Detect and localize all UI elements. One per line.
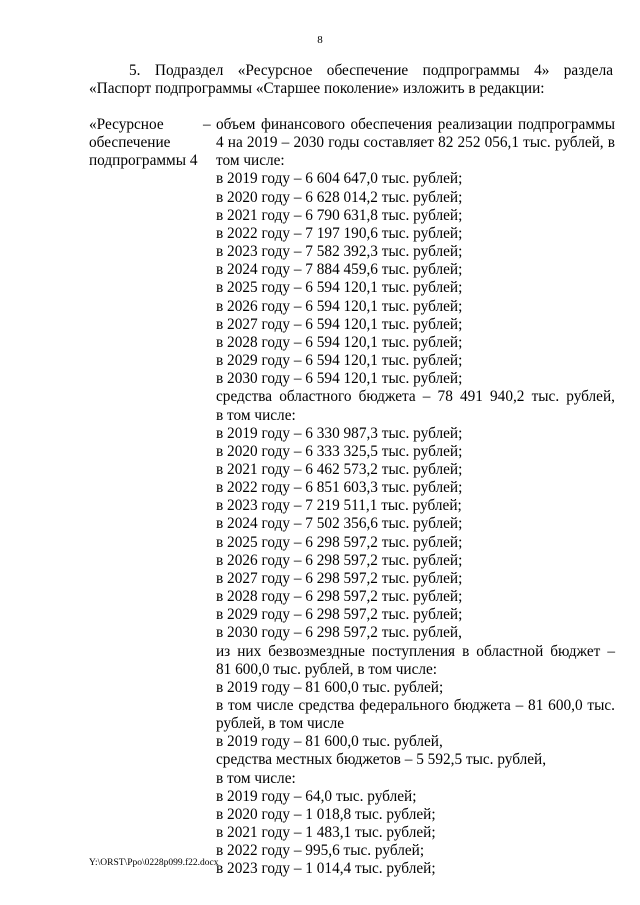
regional-budget-line: средства областного бюджета – 78 491 940,2 тыс. рублей, [216,388,615,406]
passport-label-line: подпрограммы 4 [89,152,198,170]
intro-paragraph: 5. Подраздел «Ресурсное обеспечение подпрограммы 4» раздела «Паспорт подпрограммы «Старшее поколение» изложить в редакции: [89,62,613,97]
year-amount-line: в 2026 году – 6 298 597,2 тыс. рублей; [216,551,463,569]
passport-value [216,116,615,879]
gratuitous-receipts-line2: 81 600,0 тыс. рублей, в том числе: [216,660,438,678]
year-amount-line: в 2023 году – 7 219 511,1 тыс. рублей; [216,497,462,515]
year-amount-line: в 2023 году – 1 014,4 тыс. рублей; [216,860,436,878]
year-amount-line: в 2019 году – 6 604 647,0 тыс. рублей; [216,170,463,188]
year-amount-line: в 2019 году – 6 330 987,3 тыс. рублей; [216,424,463,442]
local-years-list [216,788,615,879]
year-amount-line: в 2028 году – 6 594 120,1 тыс. рублей; [216,333,463,351]
passport-label [89,116,201,170]
year-amount-line: в 2022 году – 6 851 603,3 тыс. рублей; [216,479,463,497]
gratuitous-receipts-line: из них безвозмездные поступления в областной бюджет – [216,642,615,660]
page-number: 8 [317,34,323,46]
year-amount-line: в 2029 году – 6 298 597,2 тыс. рублей; [216,606,463,624]
file-path-footer: Y:\ORST\Ppo\0228p099.f22.docx [89,858,219,868]
gratuitous-year-line: в 2019 году – 81 600,0 тыс. рублей; [216,678,444,696]
passport-dash: – [203,116,211,133]
total-funding-intro: объем финансового обеспечения реализации подпрограммы 4 на 2019 – 2030 годы составляет 82 252 056,1 тыс. рублей, в том числе: [216,116,615,170]
year-amount-line: в 2021 году – 6 462 573,2 тыс. рублей; [216,460,463,478]
year-amount-line: в 2021 году – 1 483,1 тыс. рублей; [216,824,436,842]
year-amount-line: в 2022 году – 7 197 190,6 тыс. рублей; [216,224,463,242]
year-amount-line: в 2029 году – 6 594 120,1 тыс. рублей; [216,352,463,370]
passport-label-line: «Ресурсное [89,116,164,133]
passport-label-line: обеспечение [89,134,171,152]
year-amount-line: в 2025 году – 6 594 120,1 тыс. рублей; [216,279,463,297]
year-amount-line: в 2025 году – 6 298 597,2 тыс. рублей; [216,533,463,551]
year-amount-line: в 2027 году – 6 298 597,2 тыс. рублей; [216,569,463,587]
federal-budget-line2: рублей, в том числе [216,715,345,733]
regional-years-list [216,425,615,643]
federal-budget-line: в том числе средства федерального бюджета – 81 600,0 тыс. [216,697,615,714]
local-budget-line2: в том числе: [216,769,296,787]
year-amount-line: в 2020 году – 1 018,8 тыс. рублей; [216,805,436,823]
year-amount-line: в 2024 году – 7 884 459,6 тыс. рублей; [216,261,463,279]
year-amount-line: в 2021 году – 6 790 631,8 тыс. рублей; [216,206,463,224]
year-amount-line: в 2022 году – 995,6 тыс. рублей; [216,842,425,860]
year-amount-line: в 2030 году – 6 298 597,2 тыс. рублей, [216,624,462,642]
year-amount-line: в 2028 году – 6 298 597,2 тыс. рублей; [216,588,463,606]
year-amount-line: в 2024 году – 7 502 356,6 тыс. рублей; [216,515,463,533]
year-amount-line: в 2019 году – 64,0 тыс. рублей; [216,787,417,805]
total-years-list [216,170,615,388]
year-amount-line: в 2027 году – 6 594 120,1 тыс. рублей; [216,315,463,333]
year-amount-line: в 2023 году – 7 582 392,3 тыс. рублей; [216,243,463,261]
year-amount-line: в 2026 году – 6 594 120,1 тыс. рублей; [216,297,463,315]
local-budget-line: средства местных бюджетов – 5 592,5 тыс. рублей, [216,751,547,769]
year-amount-line: в 2030 году – 6 594 120,1 тыс. рублей; [216,370,463,388]
regional-budget-line2: в том числе: [216,406,296,424]
year-amount-line: в 2020 году – 6 333 325,5 тыс. рублей; [216,442,463,460]
federal-year-line: в 2019 году – 81 600,0 тыс. рублей, [216,733,443,751]
year-amount-line: в 2020 году – 6 628 014,2 тыс. рублей; [216,188,463,206]
